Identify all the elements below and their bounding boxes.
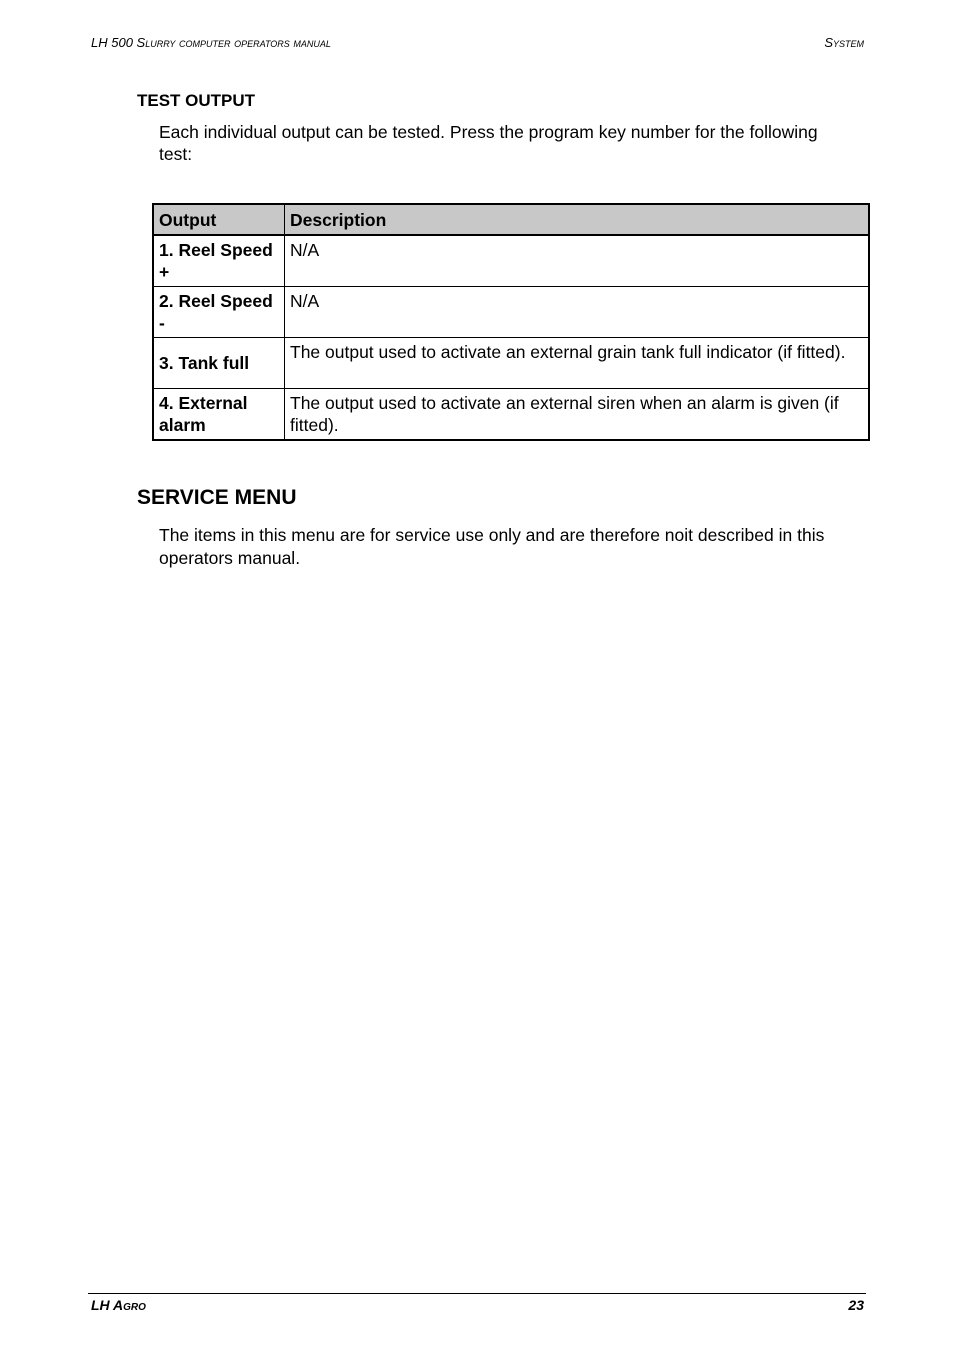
column-header-output: Output [153,204,285,235]
service-menu-heading: SERVICE MENU [137,486,297,509]
column-header-description: Description [285,204,870,235]
table-row [153,338,869,389]
output-cell: 1. Reel Speed + [153,235,285,287]
output-test-table [152,203,870,441]
page-number: 23 [848,1297,864,1313]
table-row [153,389,869,441]
running-header-section: System [824,35,864,50]
description-cell: The output used to activate an external grain tank full indicator (if fitted). [285,338,870,389]
table-header-row [153,204,869,235]
footer-company: LH Agro [91,1297,146,1313]
output-cell: 4. External alarm [153,389,285,441]
description-cell: N/A [285,287,870,338]
running-header-title: LH 500 Slurry computer operators manual [91,35,331,50]
description-cell: The output used to activate an external siren when an alarm is given (if fitted). [285,389,870,441]
service-menu-text: The items in this menu are for service use only and are therefore noit described in this operators manual. [159,525,825,568]
test-output-heading: TEST OUTPUT [137,91,256,110]
description-cell: N/A [285,235,870,287]
output-cell: 3. Tank full [153,338,285,389]
test-output-intro: Each individual output can be tested. Press the program key number for the following test: [159,122,818,164]
output-cell: 2. Reel Speed - [153,287,285,338]
footer-divider [88,1293,866,1294]
table-row [153,235,869,287]
table-row [153,287,869,338]
